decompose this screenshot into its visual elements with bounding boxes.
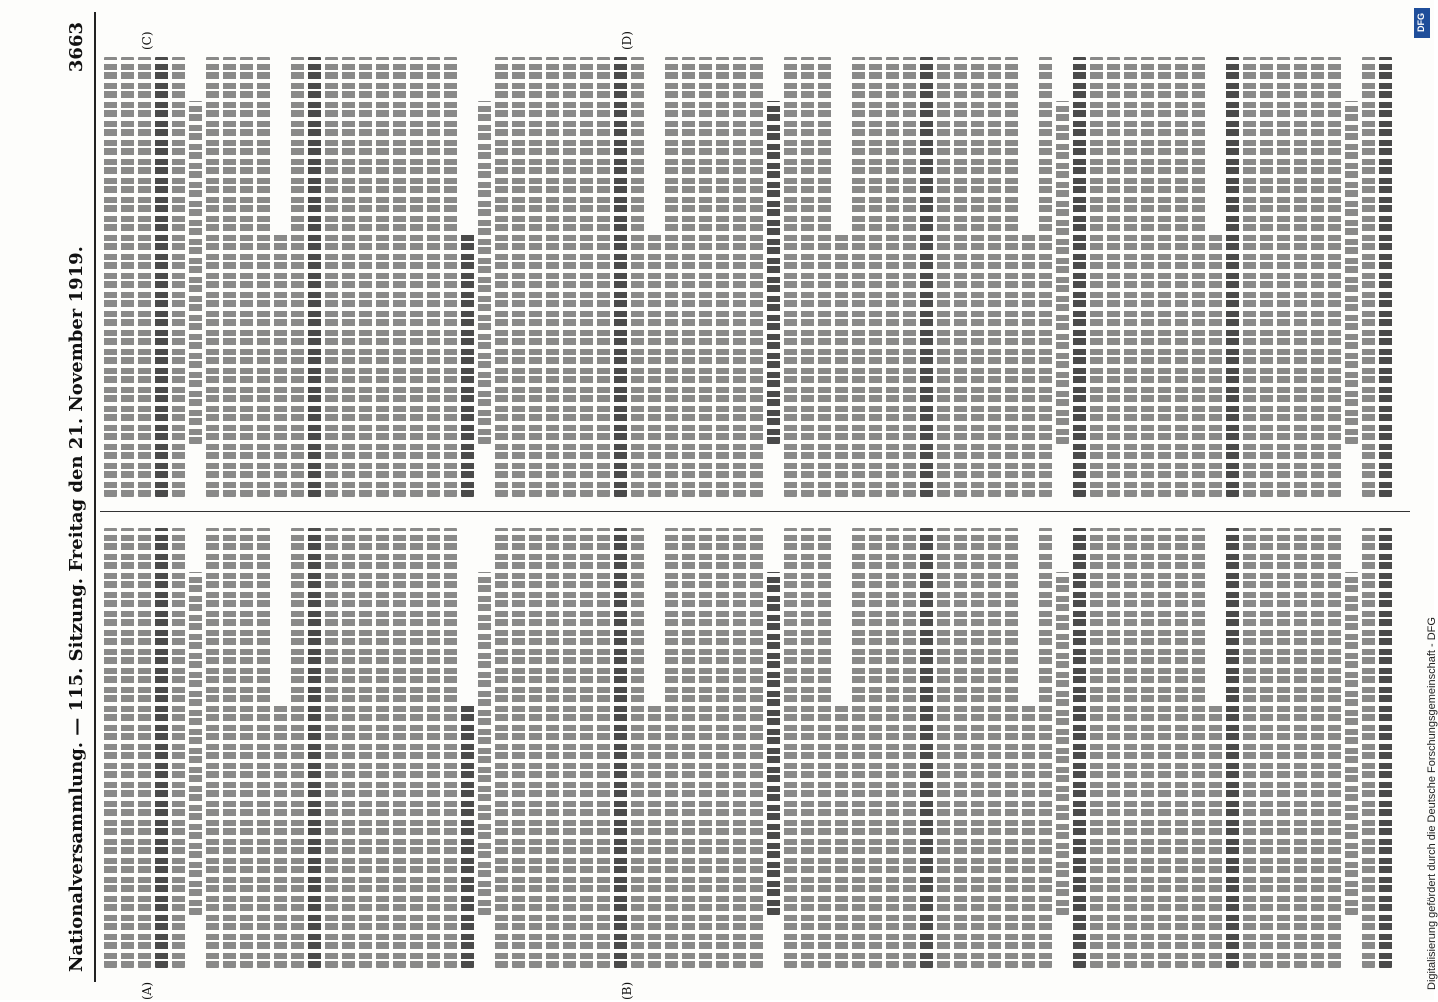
running-header (66, 22, 92, 972)
text-line (563, 528, 576, 968)
text-line (835, 233, 848, 497)
text-line (733, 57, 746, 497)
text-line (240, 57, 253, 497)
text-line (1328, 57, 1341, 497)
text-line (903, 528, 916, 968)
text-line (767, 572, 780, 915)
text-line (784, 57, 797, 497)
text-line (988, 528, 1001, 968)
text-line (1039, 528, 1052, 968)
side-credit-text: Digitalisierung gefördert durch die Deutsche Forschungsgemeinschaft - DFG (1426, 617, 1438, 990)
text-line (1039, 57, 1052, 497)
text-line (818, 57, 831, 497)
text-line (155, 528, 168, 968)
text-line (257, 57, 270, 497)
text-line (172, 57, 185, 497)
text-line (529, 528, 542, 968)
text-line (529, 57, 542, 497)
text-line (342, 528, 355, 968)
side-credit (1402, 10, 1438, 990)
text-line (937, 528, 950, 968)
text-line (1243, 57, 1256, 497)
text-line (1294, 57, 1307, 497)
text-line (1158, 528, 1171, 968)
text-line (682, 57, 695, 497)
text-line (1073, 57, 1086, 497)
text-line (1141, 57, 1154, 497)
text-line (512, 57, 525, 497)
dfg-logo (1414, 8, 1430, 38)
text-line (1311, 528, 1324, 968)
text-line (1328, 528, 1341, 968)
text-line (750, 528, 763, 968)
text-line (784, 528, 797, 968)
text-line (189, 572, 202, 915)
text-line (665, 57, 678, 497)
text-line (240, 528, 253, 968)
text-line (444, 57, 457, 497)
text-line (1056, 572, 1069, 915)
text-line (1175, 57, 1188, 497)
text-line (308, 57, 321, 497)
text-line (138, 57, 151, 497)
column-left (104, 528, 1420, 968)
text-line (614, 57, 627, 497)
text-line (954, 528, 967, 968)
text-line (869, 528, 882, 968)
text-line (699, 528, 712, 968)
text-line (325, 57, 338, 497)
text-line (376, 528, 389, 968)
text-line (716, 57, 729, 497)
text-line (1379, 528, 1392, 968)
text-line (1005, 528, 1018, 968)
text-line (886, 57, 899, 497)
header-title: Nationalversammlung. — 115. Sitzung. Freitag den 21. November 1919. (66, 246, 87, 972)
column-right (104, 57, 1420, 497)
text-line (988, 57, 1001, 497)
page-number: 3663 (66, 22, 87, 73)
text-line (223, 57, 236, 497)
text-line (801, 57, 814, 497)
text-line (325, 528, 338, 968)
text-line (189, 101, 202, 444)
text-line (920, 528, 933, 968)
text-line (410, 528, 423, 968)
text-line (274, 704, 287, 968)
text-line (665, 528, 678, 968)
text-line (563, 57, 576, 497)
text-line (1022, 704, 1035, 968)
text-line (954, 57, 967, 497)
text-line (1124, 528, 1137, 968)
text-line (1260, 528, 1273, 968)
text-line (1192, 57, 1205, 497)
text-line (376, 57, 389, 497)
text-line (1362, 57, 1375, 497)
dfg-logo-text: DFG (1416, 13, 1426, 32)
text-line (1345, 572, 1358, 915)
text-line (104, 528, 117, 968)
text-line (971, 528, 984, 968)
text-line (1209, 233, 1222, 497)
text-line (461, 233, 474, 497)
text-line (342, 57, 355, 497)
text-line (733, 528, 746, 968)
text-line (580, 528, 593, 968)
text-line (699, 57, 712, 497)
margin-marker-b: (B) (620, 981, 634, 1000)
text-line (597, 528, 610, 968)
text-line (1345, 101, 1358, 444)
text-line (1107, 57, 1120, 497)
text-line (648, 704, 661, 968)
text-line (682, 528, 695, 968)
text-line (818, 528, 831, 968)
text-line (801, 528, 814, 968)
text-line (1226, 528, 1239, 968)
text-line (427, 528, 440, 968)
text-line (393, 57, 406, 497)
text-line (971, 57, 984, 497)
text-line (410, 57, 423, 497)
text-line (1294, 528, 1307, 968)
text-line (359, 528, 372, 968)
text-line (614, 528, 627, 968)
text-line (852, 528, 865, 968)
text-line (393, 528, 406, 968)
text-line (852, 57, 865, 497)
text-line (444, 528, 457, 968)
text-line (512, 528, 525, 968)
text-line (716, 528, 729, 968)
text-line (478, 101, 491, 444)
rotated-page (60, 2, 1430, 1002)
text-line (1005, 57, 1018, 497)
text-line (274, 233, 287, 497)
text-line (1277, 57, 1290, 497)
text-line (1192, 528, 1205, 968)
text-line (1379, 57, 1392, 497)
text-line (937, 57, 950, 497)
text-line (155, 57, 168, 497)
text-line (1175, 528, 1188, 968)
text-line (1260, 57, 1273, 497)
margin-marker-a: (A) (140, 981, 154, 1000)
text-line (104, 57, 117, 497)
text-line (767, 101, 780, 444)
text-line (920, 57, 933, 497)
text-line (359, 57, 372, 497)
text-line (257, 528, 270, 968)
margin-marker-d: (D) (620, 31, 634, 50)
text-line (223, 528, 236, 968)
text-line (546, 528, 559, 968)
text-line (121, 57, 134, 497)
text-line (1107, 528, 1120, 968)
text-line (597, 57, 610, 497)
text-line (1022, 233, 1035, 497)
text-line (291, 528, 304, 968)
text-line (631, 528, 644, 968)
text-line (750, 57, 763, 497)
header-rule (94, 12, 96, 982)
text-line (1158, 57, 1171, 497)
text-line (1090, 57, 1103, 497)
text-line (206, 57, 219, 497)
column-separator (100, 511, 1410, 512)
text-line (1056, 101, 1069, 444)
text-line (1243, 528, 1256, 968)
text-line (478, 572, 491, 915)
text-line (172, 528, 185, 968)
text-line (427, 57, 440, 497)
margin-marker-c: (C) (140, 31, 154, 50)
text-line (1141, 528, 1154, 968)
text-line (869, 57, 882, 497)
text-line (1090, 528, 1103, 968)
text-line (1226, 57, 1239, 497)
text-line (291, 57, 304, 497)
text-line (138, 528, 151, 968)
text-line (1073, 528, 1086, 968)
text-line (648, 233, 661, 497)
text-line (580, 57, 593, 497)
text-line (1362, 528, 1375, 968)
text-line (1311, 57, 1324, 497)
text-line (546, 57, 559, 497)
text-line (835, 704, 848, 968)
text-line (495, 57, 508, 497)
text-line (631, 57, 644, 497)
text-line (121, 528, 134, 968)
text-line (1277, 528, 1290, 968)
text-line (886, 528, 899, 968)
text-line (206, 528, 219, 968)
text-line (1124, 57, 1137, 497)
text-line (308, 528, 321, 968)
text-line (903, 57, 916, 497)
text-line (1209, 704, 1222, 968)
text-line (461, 704, 474, 968)
text-line (495, 528, 508, 968)
